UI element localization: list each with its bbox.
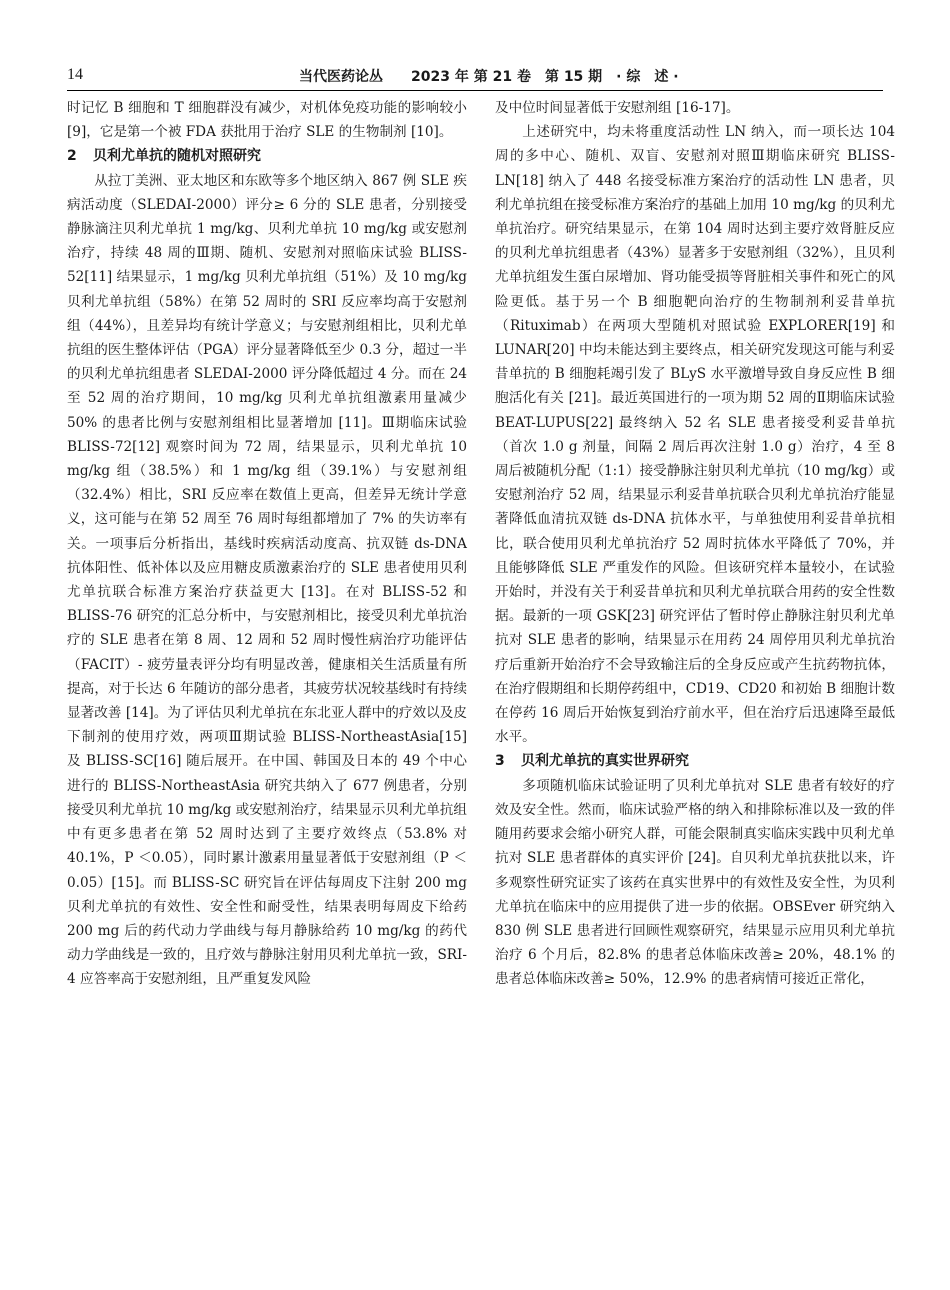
section-heading <box>495 749 895 773</box>
section-number: 3 <box>495 753 505 770</box>
page-number: 14 <box>67 66 83 83</box>
journal-info: 当代医药论丛 2023 年 第 21 卷 第 15 期 · 综 述 · <box>299 69 679 85</box>
header-rule <box>67 90 883 91</box>
section-heading <box>67 144 467 168</box>
right-column <box>495 96 895 992</box>
section-title: 贝利尤单抗的随机对照研究 <box>93 148 261 165</box>
body-paragraph: 从拉丁美洲、亚太地区和东欧等多个地区纳入 867 例 SLE 疾病活动度（SLEDAI-2000）评分≥ 6 分的 SLE 患者，分别接受静脉滴注贝利尤单抗 1 mg/kg、贝利尤单抗 10 mg/kg 或安慰剂治疗，持续 48 周的Ⅲ期、随机、安慰剂对照临床试验 BLISS-52[11] 结果显示，1 mg/kg 贝利尤单抗组（51%）及 10 mg/kg 贝利尤单抗组（58%）在第 52 周时的 SRI 反应率均高于安慰剂组（44%），且差异均有统计学意义；与安慰剂组相比，贝利尤单抗组的医生整体评估（PGA）评分显著降低至少 0.3 分，超过一半的贝利尤单抗组患者 SLEDAI-2000 评分降低超过 4 分。而在 24 至 52 周的治疗期间，10 mg/kg 贝利尤单抗组激素用量减少 50% 的患者比例与安慰剂组相比显著增加 [11]。Ⅲ期临床试验 BLISS-72[12] 观察时间为 72 周，结果显示，贝利尤单抗 10 mg/kg 组（38.5%）和 1 mg/kg 组（39.1%）与安慰剂组（32.4%）相比，SRI 反应率在数值上更高，但差异无统计学意义，这可能与在第 52 周至 76 周时每组都增加了 7% 的失访率有关。一项事后分析指出，基线时疾病活动度高、抗双链 ds-DNA 抗体阳性、低补体以及应用糖皮质激素治疗的 SLE 患者使用贝利尤单抗联合标准方案治疗获益更大 [13]。在对 BLISS-52 和 BLISS-76 研究的汇总分析中，与安慰剂相比，接受贝利尤单抗治疗的 SLE 患者在第 8 周、12 周和 52 周时慢性病治疗功能评估（FACIT）- 疲劳量表评分均有明显改善，健康相关生活质量有所提高，对于长达 6 年随访的部分患者，其疲劳状况较基线时有持续显著改善 [14]。为了评估贝利尤单抗在东北亚人群中的疗效以及皮下制剂的使用疗效，两项Ⅲ期试验 BLISS-NortheastAsia[15] 及 BLISS-SC[16] 随后展开。在中国、韩国及日本的 49 个中心进行的 BLISS-NortheastAsia 研究共纳入了 677 例患者，分别接受贝利尤单抗 10 mg/kg 或安慰剂治疗，结果显示贝利尤单抗组中有更多患者在第 52 周时达到了主要疗效终点（53.8% 对 40.1%，P ＜0.05），同时累计激素用量显著低于安慰剂组（P ＜0.05）[15]。而 BLISS-SC 研究旨在评估每周皮下注射 200 mg 贝利尤单抗的有效性、安全性和耐受性，结果表明每周皮下给药 200 mg 后的药代动力学曲线与每月静脉给药 10 mg/kg 的药代动力学曲线是一致的，且疗效与静脉注射用贝利尤单抗一致，SRI-4 应答率高于安慰剂组，且严重复发风险 <box>67 172 467 988</box>
body-paragraph: 上述研究中，均未将重度活动性 LN 纳入，而一项长达 104 周的多中心、随机、双盲、安慰剂对照Ⅲ期临床研究 BLISS-LN[18] 纳入了 448 名接受标准方案治疗的活动性 LN 患者，贝利尤单抗组在接受标准方案治疗的基础上加用 10 mg/kg 的贝利尤单抗治疗。研究结果显示，在第 104 周时达到主要疗效肾脏反应的贝利尤单抗组患者（43%）显著多于安慰剂组（32%），且贝利尤单抗组发生蛋白尿增加、肾功能受损等肾脏相关事件和死亡的风险更低。基于另一个 B 细胞靶向治疗的生物制剂利妥昔单抗（Rituximab）在两项大型随机对照试验 EXPLORER[19] 和 LUNAR[20] 中均未能达到主要终点，相关研究发现这可能与利妥昔单抗的 B 细胞耗竭引发了 BLyS 水平激增导致自身反应性 B 细胞活化有关 [21]。最近英国进行的一项为期 52 周的Ⅱ期临床试验 BEAT-LUPUS[22] 最终纳入 52 名 SLE 患者接受利妥昔单抗（首次 1.0 g 剂量，间隔 2 周后再次注射 1.0 g）治疗，4 至 8 周后被随机分配（1:1）接受静脉注射贝利尤单抗（10 mg/kg）或安慰剂治疗 52 周，结果显示利妥昔单抗联合贝利尤单抗治疗能显著降低血清抗双链 ds-DNA 抗体水平，与单独使用利妥昔单抗相比，联合使用贝利尤单抗治疗 52 周时抗体水平降低了 70%，并且能够降低 SLE 严重发作的风险。但该研究样本量较小，在试验开始时，并没有关于利妥昔单抗和贝利尤单抗联合用药的安全性数据。最新的一项 GSK[23] 研究评估了暂时停止静脉注射贝利尤单抗对 SLE 患者的影响，结果显示在用药 24 周停用贝利尤单抗治疗后重新开始治疗不会导致输注后的全身反应或产生抗药物抗体，在治疗假期组和长期停药组中，CD19、CD20 和初始 B 细胞计数在停药 16 周后开始恢复到治疗前水平，但在治疗后迅速降至最低水平。 <box>495 124 895 746</box>
body-paragraph: 及中位时间显著低于安慰剂组 [16-17]。 <box>495 100 740 116</box>
body-paragraph: 时记忆 B 细胞和 T 细胞群没有减少，对机体免疫功能的影响较小 [9]，它是第一个被 FDA 获批用于治疗 SLE 的生物制剂 [10]。 <box>67 100 467 141</box>
body-paragraph: 多项随机临床试验证明了贝利尤单抗对 SLE 患者有较好的疗效及安全性。然而，临床试验严格的纳入和排除标准以及一致的伴随用药要求会缩小研究人群，可能会限制真实临床实践中贝利尤单抗对 SLE 患者群体的真实评价 [24]。自贝利尤单抗获批以来，许多观察性研究证实了该药在真实世界中的有效性及安全性，为贝利尤单抗在临床中的应用提供了进一步的依据。OBSEver 研究纳入 830 例 SLE 患者进行回顾性观察研究，结果显示应用贝利尤单抗治疗 6 个月后，82.8% 的患者总体临床改善≥ 20%，48.1% 的患者总体临床改善≥ 50%，12.9% 的患者病情可接近正常化， <box>495 777 895 988</box>
running-header <box>67 66 883 88</box>
section-number: 2 <box>67 148 77 165</box>
left-column <box>67 96 467 992</box>
section-title: 贝利尤单抗的真实世界研究 <box>521 753 689 770</box>
